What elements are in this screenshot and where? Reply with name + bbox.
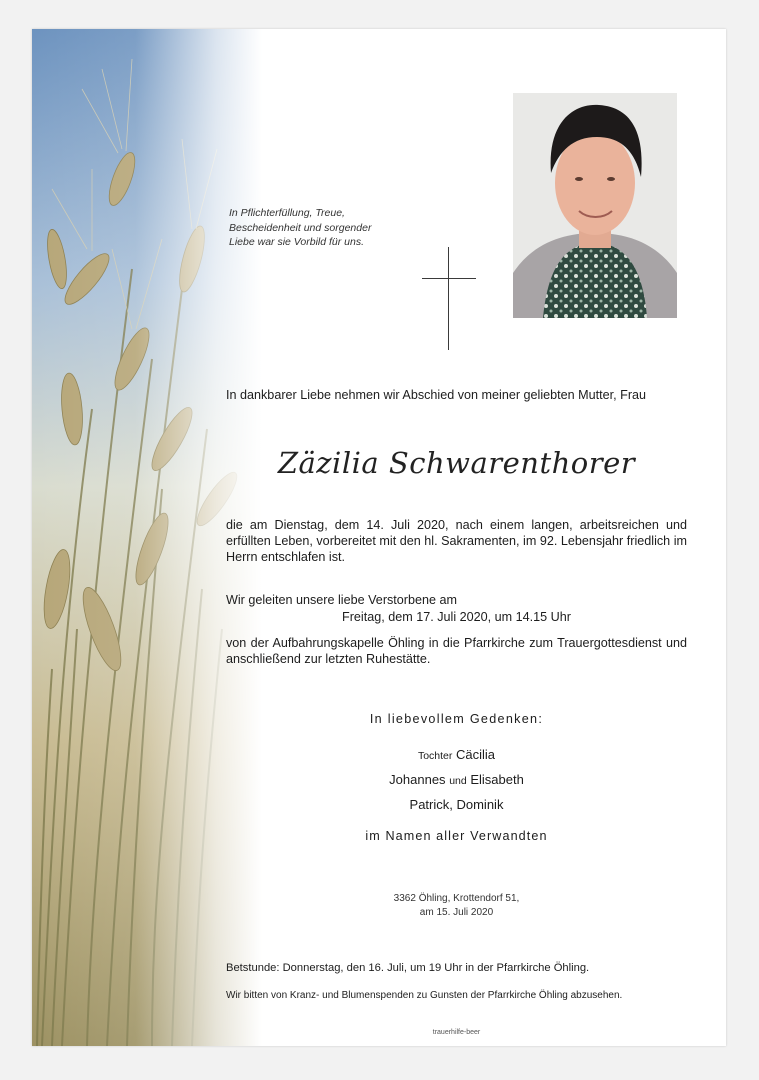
funeral-details: von der Aufbahrungskapelle Öhling in die Pfarrkirche zum Trauergottesdienst und anschließend zur letzten Ruhestätte. [226,636,687,666]
mourners-closing: im Namen aller Verwandten [365,829,548,843]
betstunde-note: Betstunde: Donnerstag, den 16. Juli, um 19 Uhr in der Pfarrkirche Öhling. [226,962,590,974]
tochter-name: Cäcilia [456,747,496,762]
mourner-name: Johannes [389,772,446,787]
mourner-grandchildren: Patrick, Dominik [409,797,504,812]
quote-line: Bescheidenheit und sorgender [229,221,372,234]
und-label: und [449,775,467,787]
portrait-photo [513,93,677,318]
mourner-daughter [226,747,687,762]
address-date: am 15. Juli 2020 [419,907,494,918]
address-block [226,892,687,920]
funeral-date: Freitag, dem 17. Juli 2020, um 14.15 Uhr [342,610,571,624]
address-line: 3362 Öhling, Krottendorf 51, [393,893,520,904]
mourners-heading: In liebevollem Gedenken: [369,712,544,726]
quote-line: In Pflichterfüllung, Treue, [229,207,345,219]
parte-sheet [32,29,726,1046]
mourner-couple [226,772,687,787]
quote-line: Liebe war sie Vorbild für uns. [229,236,365,248]
mourner-name: Elisabeth [470,772,524,787]
funeral-intro: Wir geleiten unsere liebe Verstorbene am [226,593,458,607]
donation-note: Wir bitten von Kranz- und Blumenspenden zu Gunsten der Pfarrkirche Öhling abzusehen. [226,990,623,1001]
death-notice-text: die am Dienstag, dem 14. Juli 2020, nach einem langen, arbeitsreichen und erfüllten Leben, vorbereitet mit den hl. Sakramenten, im 92. Lebensjahr friedlich im Herrn entschlafen ist. [226,518,687,564]
memorial-quote [229,206,409,250]
intro-text: In dankbarer Liebe nehmen wir Abschied von meiner geliebten Mutter, Frau [226,388,647,402]
tochter-label: Tochter [417,750,453,762]
printer-credit: trauerhilfe-beer [432,1029,481,1036]
deceased-name: Zäzilia Schwarenthorer [277,446,636,480]
